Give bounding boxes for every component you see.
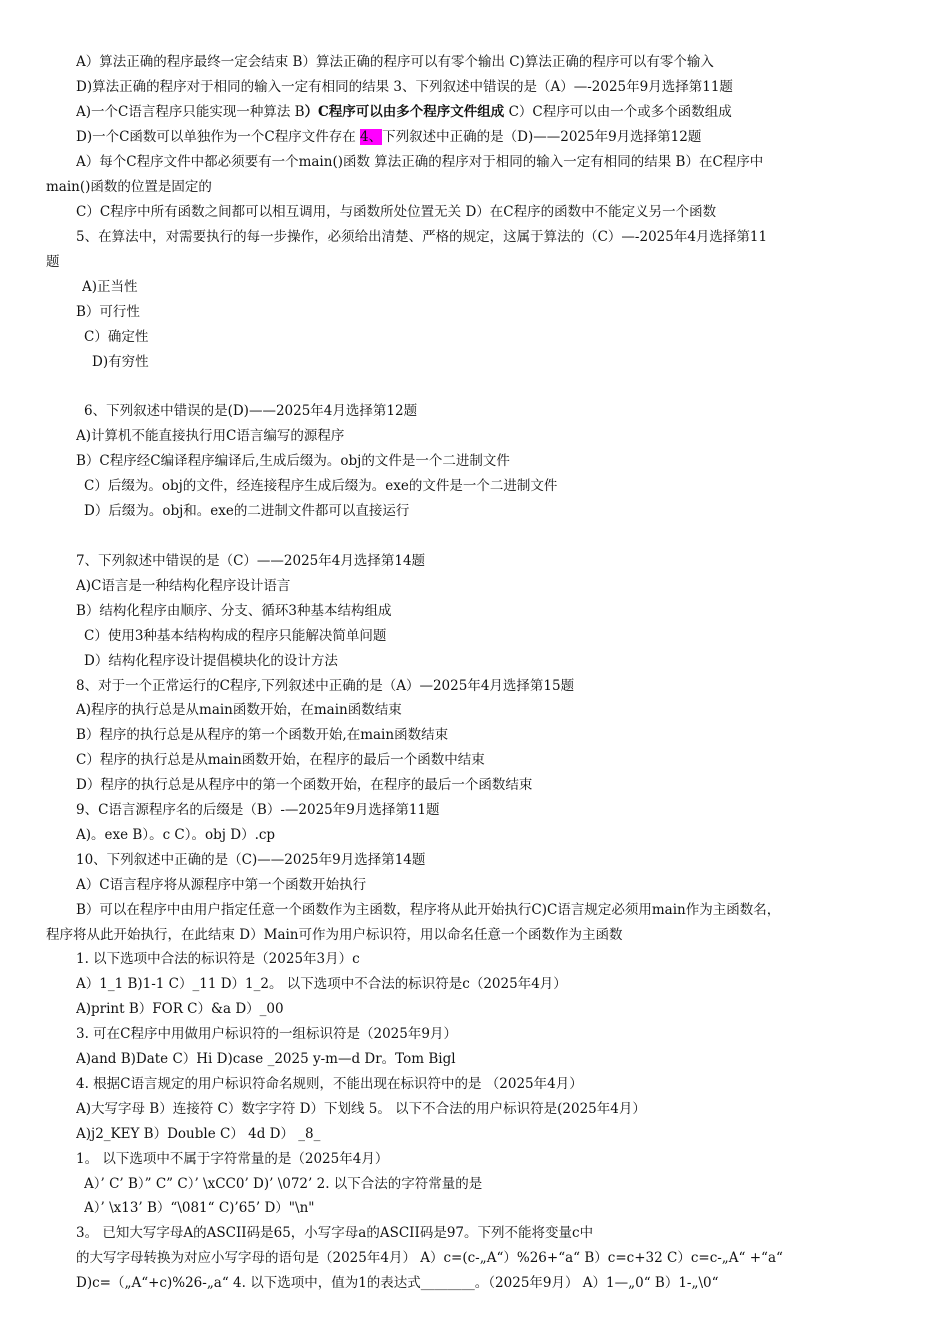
text-line: [76, 127, 912, 147]
text-run: C）C程序可以由一个或多个函数组成: [504, 104, 732, 120]
bold-text-run: ）C程序可以由多个程序文件组成: [304, 104, 505, 120]
text-line: C）后缀为。obj的文件，经连接程序生成后缀为。exe的文件是一个二进制文件: [84, 478, 558, 494]
text-line: 3. 可在C程序中用做用户标识符的一组标识符是（2025年9月）: [76, 1026, 457, 1042]
text-line: [76, 102, 912, 122]
text-line: 1。 以下选项中不属于字符常量的是（2025年4月）: [76, 1151, 389, 1167]
text-line: D）程序的执行总是从程序中的第一个函数开始，在程序的最后一个函数结束: [76, 777, 533, 793]
text-line: 8、对于一个正常运行的C程序,下列叙述中正确的是（A）—2025年4月选择第15题: [76, 678, 575, 694]
text-line: B）结构化程序由顺序、分支、循环3种基本结构组成: [76, 603, 392, 619]
text-line: A)计算机不能直接执行用C语言编写的源程序: [76, 428, 345, 444]
text-line: C）程序的执行总是从main函数开始，在程序的最后一个函数中结束: [76, 752, 485, 768]
text-line: 4. 根据C语言规定的用户标识符命名规则，不能出现在标识符中的是 （2025年4月）: [76, 1076, 583, 1092]
text-run: D)一个C函数可以单独作为一个C程序文件存在: [76, 129, 361, 145]
text-line: 题: [46, 254, 60, 270]
text-line: 程序将从此开始执行，在此结束 D）Main可作为用户标识符，用以命名任意一个函数作为主函数: [46, 927, 623, 943]
text-line: A）每个C程序文件中都必须要有一个main()函数 算法正确的程序对于相同的输入一定有相同的结果 B）在C程序中: [76, 154, 764, 170]
text-line: D)c=（„A“+c)%26-„a“ 4. 以下选项中，值为1的表达式________。（2025年9月） A）1—„0“ B）1-„\0“: [76, 1275, 719, 1291]
text-line: A）C语言程序将从源程序中第一个函数开始执行: [76, 877, 367, 893]
text-line: 9、C语言源程序名的后缀是（B）-—2025年9月选择第11题: [76, 802, 440, 818]
text-run: A)一个C语言程序只能实现一种算法 B: [76, 104, 305, 120]
text-line: 7、下列叙述中错误的是（C）——2025年4月选择第14题: [76, 553, 426, 569]
text-line: C）确定性: [84, 329, 149, 345]
text-line: 5、在算法中，对需要执行的每一步操作，必须给出清楚、严格的规定，这属于算法的（C）—-2025年4月选择第11: [76, 229, 768, 245]
text-line: C）C程序中所有函数之间都可以相互调用，与函数所处位置无关 D）在C程序的函数中不能定义另一个函数: [76, 204, 717, 220]
text-line: 10、下列叙述中正确的是（C)——2025年9月选择第14题: [76, 852, 426, 868]
text-line: D）后缀为。obj和。exe的二进制文件都可以直接运行: [84, 503, 410, 519]
text-line: A)正当性: [82, 279, 138, 295]
text-run: 下列叙述中正确的是（D)——2025年9月选择第12题: [382, 129, 702, 145]
text-line: A）1_1 B)1-1 C）_11 D）1_2。 以下选项中不合法的标识符是c（2025年4月）: [76, 976, 567, 992]
text-line: A)print B）FOR C）&a D）_00: [76, 1001, 284, 1017]
text-line: A）’ C’ B）” C” C）’ \xCC0’ D)’ \072’ 2. 以下合法的字符常量的是: [84, 1176, 483, 1192]
text-line: 的大写字母转换为对应小写字母的语句是（2025年4月） A）c=(c-„A“）%26+“a“ B）c=c+32 C）c=c-„A“ +“a“: [76, 1250, 783, 1266]
text-line: A）’ \x13’ B）“\081“ C)’65’ D）"\n": [84, 1200, 315, 1216]
text-line: B）可以在程序中由用户指定任意一个函数作为主函数，程序将从此开始执行C)C语言规定必须用main作为主函数名，: [76, 902, 781, 918]
text-line: B）C程序经C编译程序编译后,生成后缀为。obj的文件是一个二进制文件: [76, 453, 510, 469]
text-line: A)C语言是一种结构化程序设计语言: [76, 578, 291, 594]
text-line: main()函数的位置是固定的: [46, 179, 212, 195]
highlighted-text: 4、: [360, 129, 383, 145]
text-line: B）程序的执行总是从程序的第一个函数开始,在main函数结束: [76, 727, 449, 743]
text-line: C）使用3种基本结构构成的程序只能解决简单问题: [84, 628, 387, 644]
text-line: A)大写字母 B）连接符 C）数字字符 D）下划线 5。 以下不合法的用户标识符是(2025年4月）: [76, 1101, 646, 1117]
text-line: D)有穷性: [92, 354, 149, 370]
text-line: D）结构化程序设计提倡模块化的设计方法: [84, 653, 338, 669]
text-line: B）可行性: [76, 304, 140, 320]
text-line: 6、下列叙述中错误的是(D)——2025年4月选择第12题: [84, 403, 418, 419]
text-line: A)。exe B）。c C）。obj D）.cp: [76, 827, 276, 843]
text-line: A）算法正确的程序最终一定会结束 B）算法正确的程序可以有零个输出 C)算法正确的程序可以有零个输入: [76, 54, 714, 70]
text-line: A)and B)Date C）Hi D)case _2025 y-m—d Dr。Tom Bigl: [76, 1051, 456, 1067]
text-line: A)程序的执行总是从main函数开始，在main函数结束: [76, 702, 402, 718]
text-line: 3。 已知大写字母A的ASCII码是65，小写字母a的ASCII码是97。下列不能将变量c中: [76, 1225, 594, 1241]
text-line: D)算法正确的程序对于相同的输入一定有相同的结果 3、下列叙述中错误的是（A）—-2025年9月选择第11题: [76, 79, 733, 95]
text-line: 1. 以下选项中合法的标识符是（2025年3月）c: [76, 951, 360, 967]
text-line: A)j2_KEY B）Double C） 4d D） _8_: [76, 1126, 321, 1142]
